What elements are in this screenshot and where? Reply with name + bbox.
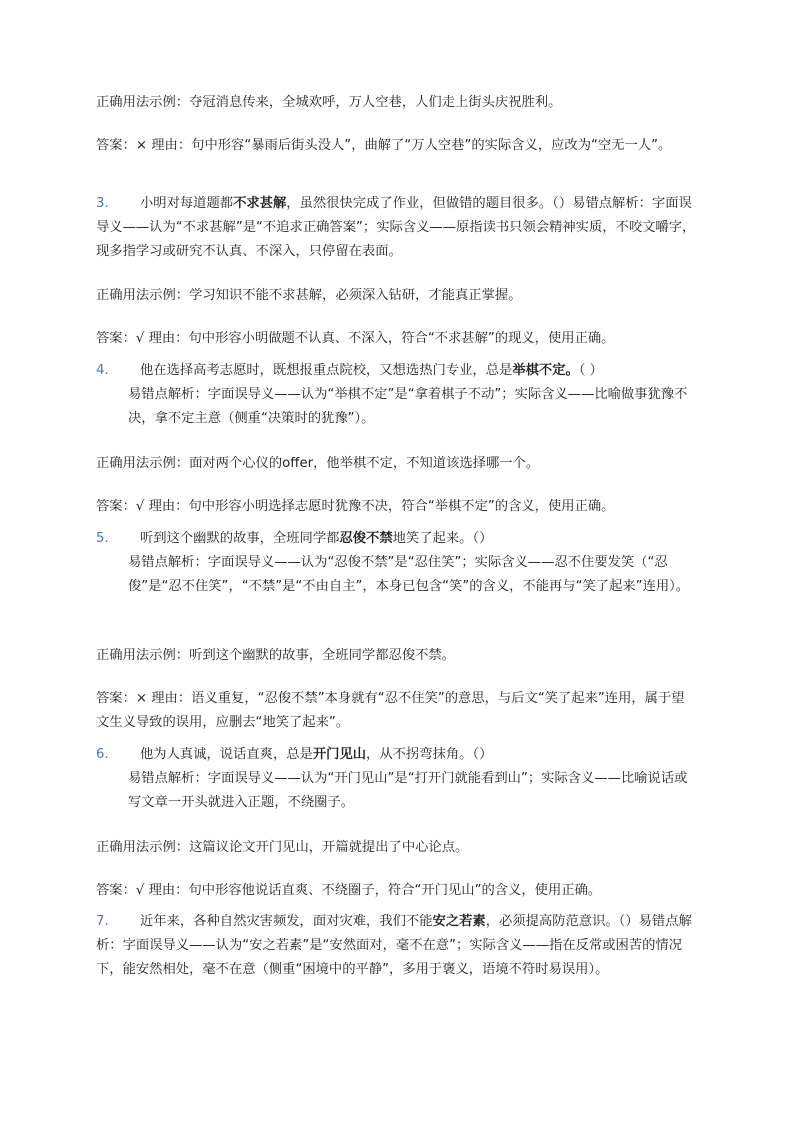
question-text: 听到这个幽默的故事，全班同学都 bbox=[140, 531, 340, 546]
question-text: 他在选择高考志愿时，既想报重点院校，又想选热门专业，总是 bbox=[140, 363, 513, 378]
question-number: 5. bbox=[96, 531, 109, 546]
idiom-keyword: 安之若素 bbox=[432, 914, 486, 929]
question-number: 3. bbox=[96, 196, 109, 211]
analysis-text: 易错点解析：字面误导义——认为“举棋不定”是“拿着棋子不动”；实际含义——比喻做事犹豫不决，拿不定主意（侧重“决策时的犹豫”）。 bbox=[128, 387, 688, 426]
answer-text: 答案：× 理由：句中形容“暴雨后街头没人”，曲解了“万人空巷”的实际含义，应改为“空无一人”。 bbox=[96, 138, 672, 153]
question-3 bbox=[96, 192, 696, 264]
question-text-cont: 地笑了起来。（） bbox=[392, 531, 493, 546]
example-text: 正确用法示例：面对两个心仪的offer，他举棋不定，不知道该选择哪一个。 bbox=[96, 456, 540, 471]
question-7 bbox=[96, 910, 696, 982]
answer-text: 答案：√ 理由：句中形容他说话直爽、不绕圈子，符合“开门见山”的含义，使用正确。 bbox=[96, 883, 602, 898]
analysis-text: 易错点解析：字面误导义——认为“忍俊不禁”是“忍住笑”；实际含义——忍不住要发笑（“忍俊”是“忍不住笑”，“不禁”是“不由自主”，本身已包含“笑”的含义，不能再与“笑了起来”连用）。 bbox=[128, 555, 690, 594]
example-text: 正确用法示例：夺冠消息传来，全城欢呼，万人空巷，人们走上街头庆祝胜利。 bbox=[96, 95, 562, 110]
question-text-cont: ，必须提高防范意识。（）易错点解析：字面误导义——认为“安之若素”是“安然面对，毫不在意”；实际含义——指在反常或困苦的情况下，能安然相处，毫不在意（侧重“困境中的平静”，多用于褒义，语境不符时易误用）。 bbox=[96, 914, 692, 977]
question-4 bbox=[96, 359, 696, 431]
idiom-keyword: 不求甚解 bbox=[233, 196, 287, 211]
answer-text: 答案：× 理由：语义重复，“忍俊不禁”本身就有“忍不住笑”的意思，与后文“笑了起来”连用，属于望文生义导致的误用，应删去“地笑了起来”。 bbox=[96, 691, 685, 730]
example-text: 正确用法示例：学习知识不能不求甚解，必须深入钻研，才能真正掌握。 bbox=[96, 288, 522, 303]
question-number: 6. bbox=[96, 747, 109, 762]
question-text-cont: （ ） bbox=[578, 363, 603, 378]
example-text: 正确用法示例：听到这个幽默的故事，全班同学都忍俊不禁。 bbox=[96, 648, 456, 663]
idiom-keyword: 举棋不定。 bbox=[512, 363, 579, 378]
question-number: 4. bbox=[96, 363, 109, 378]
question-5 bbox=[96, 527, 696, 599]
question-number: 7. bbox=[96, 914, 109, 929]
answer-text: 答案：√ 理由：句中形容小明做题不认真、不深入，符合“不求甚解”的现义，使用正确。 bbox=[96, 331, 615, 346]
question-text-cont: ，从不拐弯抹角。（） bbox=[366, 747, 493, 762]
question-text: 他为人真诚，说话直爽，总是 bbox=[140, 747, 313, 762]
answer-text: 答案：√ 理由：句中形容小明选择志愿时犹豫不决，符合“举棋不定”的含义，使用正确。 bbox=[96, 499, 615, 514]
question-text: 近年来，各种自然灾害频发，面对灾难，我们不能 bbox=[140, 914, 433, 929]
idiom-keyword: 开门见山 bbox=[312, 747, 367, 762]
question-text: 小明对每道题都 bbox=[140, 196, 234, 211]
example-text: 正确用法示例：这篇议论文开门见山，开篇就提出了中心论点。 bbox=[96, 840, 469, 855]
question-text-cont: ，虽然很快完成了作业，但做错的题目很多。（）易错点解析：字面误导义——认为“不求甚解”是“不追求正确答案”；实际含义——原指读书只领会精神实质，不咬文嚼字，现多指学习或研究不认真、不深入，只停留在表面。 bbox=[96, 196, 696, 259]
question-6 bbox=[96, 743, 696, 815]
analysis-text: 易错点解析：字面误导义——认为“开门见山”是“打开门就能看到山”；实际含义——比喻说话或写文章一开头就进入正题，不绕圈子。 bbox=[128, 771, 688, 810]
idiom-keyword: 忍俊不禁 bbox=[339, 531, 393, 546]
